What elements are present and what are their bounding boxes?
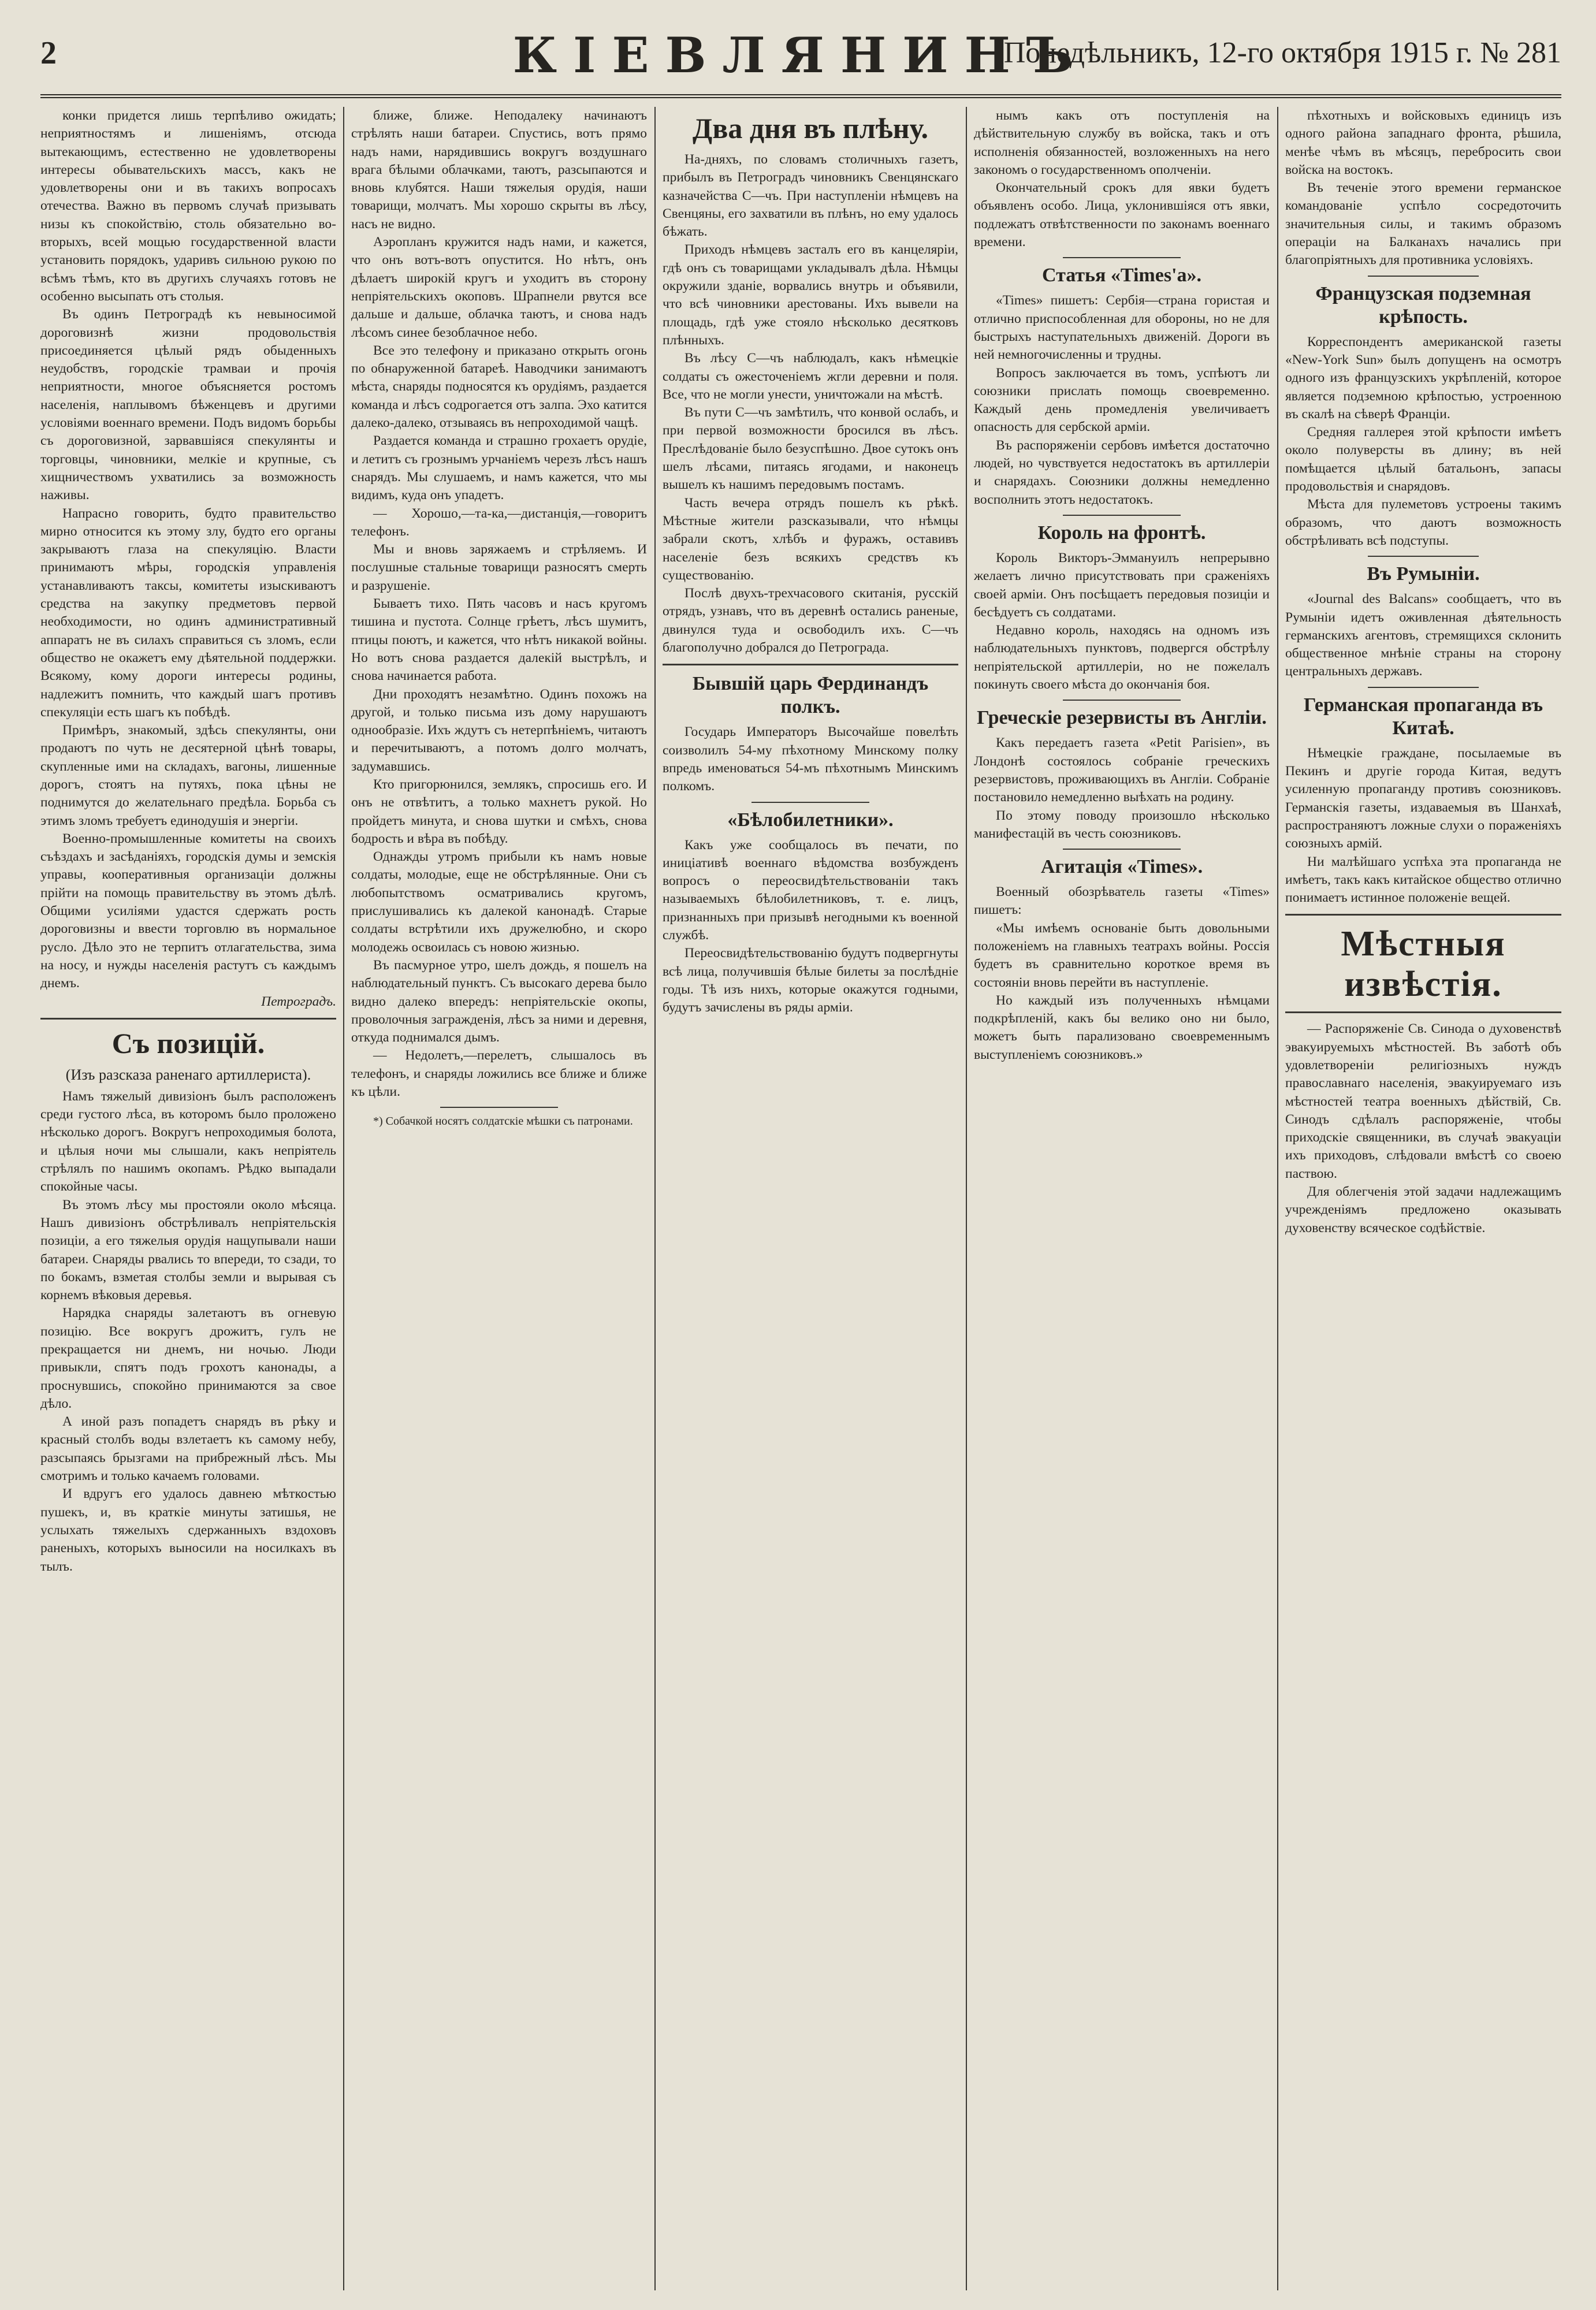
article-title: Бывшій царь Фердинандъ полкъ. bbox=[692, 673, 929, 718]
column-1 bbox=[40, 107, 336, 2290]
article-paragraph: Какъ передаетъ газета «Petit Parisien», въ Лондонѣ состоялось собраніе греческихъ резервистовъ, проживающихъ въ Англіи. Собраніе постановило немедленно выѣхать на родину. bbox=[974, 735, 1270, 805]
divider bbox=[1368, 276, 1478, 277]
lead-paragraph: Военно-промышленные комитеты на своихъ съѣздахъ и засѣданіяхъ, городскія думы и земскія управы, кооперативныя организаціи должны прійти на помощь правительству въ этомъ дѣлѣ. Общими усиліями удастся сдержать рость дороговизны и ввести торговлю въ нормальное русло. Дѣло это не терпитъ отлагательства, зима на носу, и нужды населенія растутъ съ каждымъ днемъ. bbox=[40, 831, 336, 991]
article-paragraph: Бываетъ тихо. Пять часовъ и насъ кругомъ тишина и пустота. Солнце грѣетъ, лѣсъ шумитъ, птицы поютъ, и кажется, что нѣтъ никакой войны. Но вотъ снова раздается далекій выстрѣлъ, и снова начинается работа. bbox=[351, 596, 647, 684]
divider bbox=[1368, 556, 1478, 557]
article-paragraph: И вдругъ его удалось давнею мѣткостью пушекъ, и, въ краткіе минуты затишья, не услыхать тяжелыхъ сдержанныхъ вздоховъ раненыхъ, которыхъ выносили на носилкахъ въ тылъ. bbox=[40, 1486, 336, 1574]
article-paragraph: Аэропланъ кружится надъ нами, и кажется, что онъ вотъ-вотъ опустится. Но нѣтъ, онъ дѣлаетъ широкій кругъ и уходитъ въ сторону непріятельскихъ окоповъ. Шрапнели рвутся все дальше и дальше, облачка таютъ, и снова надъ лѣсомъ синее безоблачное небо. bbox=[351, 235, 647, 340]
column-5 bbox=[1285, 107, 1561, 2290]
article-paragraph: На-дняхъ, по словамъ столичныхъ газетъ, прибылъ въ Петроградъ чиновникъ Свенцянскаго казначейства С—чъ. При наступленіи нѣмцевъ на Свенцяны, его захватили въ плѣнъ, но ему удалось бѣжать. bbox=[663, 152, 958, 240]
article-paragraph: Намъ тяжелый дивизіонъ былъ расположенъ среди густого лѣса, въ которомъ было проложено нѣсколько дорогъ. Вокругъ непроходимыя болота, и цѣлыя ночи мы слышали, какъ непріятель стрѣлялъ по нашимъ окопамъ. Рѣдко выпадали спокойные часы. bbox=[40, 1088, 336, 1195]
lead-paragraph: Окончательный срокъ для явки будетъ объявленъ особо. Лица, уклонившіяся отъ явки, подлежатъ отвѣтственности по законамъ военнаго времени. bbox=[974, 180, 1270, 250]
article-paragraph: Мы и вновь заряжаемъ и стрѣляемъ. И послушные стальные товарищи разносятъ смерть и разрушеніе. bbox=[351, 542, 647, 593]
article-paragraph: Ни малѣйшаго успѣха эта пропаганда не имѣетъ, такъ какъ китайское общество отлично понимаетъ истинное положеніе вещей. bbox=[1285, 854, 1561, 906]
divider bbox=[1368, 687, 1478, 688]
divider bbox=[1063, 515, 1181, 516]
divider bbox=[1285, 914, 1561, 916]
article-title: Два дня въ плѣну. bbox=[692, 112, 929, 144]
column-rule bbox=[654, 107, 656, 2290]
article-title: Съ позицій. bbox=[111, 1026, 265, 1059]
column-2 bbox=[351, 107, 647, 2290]
footnote: *) Собачкой носятъ солдатскіе мѣшки съ патронами. bbox=[373, 1115, 633, 1128]
lead-paragraph: конки придется лишь терпѣливо ожидать; неприятностямъ и лишеніямъ, отсюда вытекающимъ, естественно не удовлетворены интересы обывательскихъ массъ, какъ не удовлетворены они и въ такихъ вопросахъ отечества. Важно въ первомъ случаѣ призывать низы къ спокойствію, столь обязательно во-вторыхъ, всей мощью государственной власти установить порядокъ, ударивъ сильною рукою по всѣмъ тѣмъ, кто въ другихъ случаяхъ готовъ не особенно высыпать отъ столыя. bbox=[40, 108, 336, 304]
article-title: Агитація «Times». bbox=[1040, 856, 1203, 878]
divider bbox=[663, 664, 958, 665]
article-title: Въ Румыніи. bbox=[1367, 563, 1480, 585]
article-paragraph: — Хорошо,—та-ка,—дистанція,—говоритъ телефонъ. bbox=[351, 505, 647, 539]
article-paragraph: Мѣста для пулеметовъ устроены такимъ образомъ, что даютъ возможность обстрѣливать всѣ подступы. bbox=[1285, 497, 1561, 548]
lead-paragraph: Въ теченіе этого времени германское командованіе успѣло сосредоточить значительныя силы, и такимъ образомъ операціи на Балканахъ начались при благопріятныхъ для противника условіяхъ. bbox=[1285, 180, 1561, 268]
article-paragraph: «Мы имѣемъ основаніе быть довольными положеніемъ на главныхъ театрахъ войны. Россія будетъ въ сравнительно короткое время въ состояніи вновь перейти въ наступленіе. bbox=[974, 920, 1270, 990]
article-paragraph: А иной разъ попадетъ снарядъ въ рѣку и красный столбъ воды взлетаетъ къ самому небу, разсыпаясь брызгами на прибрежный лѣсъ. Мы смотримъ и только качаемъ головами. bbox=[40, 1414, 336, 1484]
article-paragraph: ближе, ближе. Неподалеку начинаютъ стрѣлять наши батареи. Спустись, вотъ прямо надъ нами, нарядившись вокругъ воздушнаго врага бѣлыми облачками, таютъ, разсыпаются и вновь клубятся. Наши тяжелыя орудія, наши товарищи, молчатъ. Мы хорошо скрыты въ лѣсу, насъ не видно. bbox=[351, 108, 647, 232]
article-paragraph: Нѣмецкіе граждане, посылаемые въ Пекинъ и другіе города Китая, ведутъ усиленную пропаганду противъ союзниковъ. Германскія газеты, издаваемыя въ Шанхаѣ, распространяютъ ложные слухи о пораженіяхъ союзныхъ армій. bbox=[1285, 745, 1561, 851]
divider bbox=[1063, 257, 1181, 258]
article-paragraph: Раздается команда и страшно грохаетъ орудіе, и летитъ съ грознымъ урчаніемъ черезъ лѣсъ нашъ снарядъ. Мы слушаемъ, и намъ кажется, что мы видимъ, куда онъ упадетъ. bbox=[351, 433, 647, 503]
article-title: Король на фронтѣ. bbox=[1037, 522, 1206, 544]
article-paragraph: Послѣ двухъ-трехчасового скитанія, русскій отрядъ, узнавъ, что въ деревнѣ остались раненые, двинулся туда и освободилъ ихъ. С—чъ благополучно добрался до Петрограда. bbox=[663, 586, 958, 656]
column-rule bbox=[966, 107, 967, 2290]
article-paragraph: Переосвидѣтельствованію будутъ подвергнуты всѣ лица, получившія бѣлые билеты за послѣдніе годы. Тѣ изъ нихъ, которые окажутся годными, будутъ зачислены въ ряды арміи. bbox=[663, 946, 958, 1015]
lead-paragraph: Примѣръ, знакомый, здѣсь спекулянты, они продаютъ по чуть не десятерной цѣнѣ товары, скупленные ими на складахъ, вагоны, лишенные дорогъ, стоятъ на путяхъ, пока цѣны не поднимутся до желательнаго предѣла. Борьба съ этимъ зломъ требуетъ единодушія и энергіи. bbox=[40, 723, 336, 828]
newspaper-title: КІЕВЛЯНИНЪ bbox=[512, 27, 1089, 84]
lead-paragraph: Въ одинъ Петроградѣ къ невыносимой дороговизнѣ жизни продовольствія присоединяется цѣлый рядъ обыденныхъ неудобствъ, городскіе трамваи и прочія неприятности, многое объясняется ростомъ населенія, наплывомъ бѣженцевъ и другими условіями военнаго времени. Подъ видомъ борьбы съ дороговизной, зарвавшіяся спекулянты и торговцы, чиновники, мелкіе и крупные, съ хищничествомъ ухватились за возможность наживы. bbox=[40, 307, 336, 503]
article-paragraph: «Journal des Balcans» сообщаетъ, что въ Румыніи идетъ оживленная дѣятельность германскихъ агентовъ, стремящихся склонить общественное мнѣніе страны на сторону центральныхъ державъ. bbox=[1285, 592, 1561, 679]
column-4 bbox=[974, 107, 1270, 2290]
article-paragraph: Нарядка снаряды залетаютъ въ огневую позицію. Все вокругъ дрожитъ, гулъ не прекращается ни днемъ, ни ночью. Люди привыкли, спятъ подъ грохотъ канонады, а проснувшись, спокойно принимаются за свое дѣло. bbox=[40, 1305, 336, 1411]
article-paragraph: Государь Императоръ Высочайше повелѣть соизволилъ 54-му пѣхотному Минскому полку впредь именоваться 54-мъ пѣхотнымъ Минскимъ полкомъ. bbox=[663, 724, 958, 794]
article-paragraph: Все это телефону и приказано открыть огонь по обнаруженной батареѣ. Наводчики занимаютъ мѣста, снаряды подносятся къ орудіямъ, раздается команда и лѣсъ содрогается отъ залпа. Эхо катится далеко-далеко, отзываясь въ непроходимой чащѣ. bbox=[351, 343, 647, 431]
article-paragraph: Однажды утромъ прибыли къ намъ новые солдаты, молодые, еще не обстрѣлянные. Они съ любопытствомъ осматривались кругомъ, прислушивались къ далекой канонадѣ. Старые солдаты встрѣтили ихъ дружелюбно, и скоро молодежь освоилась съ новою жизнью. bbox=[351, 849, 647, 955]
article-paragraph: — Недолетъ,—перелетъ, слышалось въ телефонъ, и снаряды ложились все ближе и ближе къ цѣли. bbox=[351, 1048, 647, 1100]
article-paragraph: Въ лѣсу С—чъ наблюдалъ, какъ нѣмецкіе солдаты съ ожесточеніемъ жгли деревни и поля. Все, что не могли унести, уничтожали на мѣстѣ. bbox=[663, 351, 958, 402]
article-paragraph: Вопросъ заключается въ томъ, успѣютъ ли союзники прислать помощь своевременно. Каждый день промедленія увеличиваетъ опасность для сербской арміи. bbox=[974, 365, 1270, 435]
article-paragraph: — Распоряженіе Св. Синода о духовенствѣ эвакуируемыхъ мѣстностей. Въ заботѣ объ удовлетвореніи религіозныхъ нуждъ православнаго населенія, эвакуируемаго изъ мѣстностей театра военныхъ дѣйствій, Св. Синодъ сдѣлалъ распоряженіе, чтобы приходскіе священники, въ случаѣ эвакуаціи ихъ приходовъ, слѣдовали вмѣстѣ со своею паствою. bbox=[1285, 1021, 1561, 1181]
divider bbox=[1063, 849, 1181, 850]
column-rule bbox=[1277, 107, 1278, 2290]
article-paragraph: Для облегченія этой задачи надлежащимъ учрежденіямъ предложено оказывать духовенству всяческое содѣйствіе. bbox=[1285, 1184, 1561, 1236]
masthead bbox=[40, 23, 1561, 98]
article-paragraph: Дни проходятъ незамѣтно. Одинъ похожъ на другой, и только письма изъ дому нарушаютъ однообразіе. Ихъ ждутъ съ нетерпѣніемъ, читаютъ и перечитываютъ, а потомъ долго молчатъ, задумавшись. bbox=[351, 686, 647, 774]
article-paragraph: Но каждый изъ полученныхъ нѣмцами подкрѣпленій, какъ бы велико оно ни было, можетъ быть парализовано своевременнымъ выступленіемъ союзниковъ.» bbox=[974, 992, 1270, 1062]
article-paragraph: «Times» пишетъ: Сербія—страна гористая и отлично приспособленная для обороны, но не для быстрыхъ наступательныхъ движеній. Дороги въ ней немногочисленны и трудны. bbox=[974, 293, 1270, 363]
divider bbox=[40, 1018, 336, 1020]
article-paragraph: Король Викторъ-Эммануилъ непрерывно желаетъ лично присутствовать при сраженіяхъ своей арміи. Онъ посѣщаетъ передовыя позиціи и бесѣдуетъ съ солдатами. bbox=[974, 550, 1270, 620]
page-number: 2 bbox=[40, 35, 57, 71]
article-paragraph: Приходъ нѣмцевъ засталъ его въ канцеляріи, гдѣ онъ съ товарищами укладывалъ дѣла. Нѣмцы окружили зданіе, ворвались внутрь и объявили, что всѣ чиновники арестованы. Ихъ вывели на площадь, гдѣ уже стояло нѣсколько десятковъ плѣнныхъ. bbox=[663, 242, 958, 348]
section-title: Мѣстныя извѣстія. bbox=[1341, 924, 1506, 1005]
article-paragraph: Средняя галлерея этой крѣпости имѣетъ около полуверсты въ длину; въ ней помѣщается цѣлый батальонъ, запасы продовольствія и снарядовъ. bbox=[1285, 425, 1561, 494]
article-title: Французская подземная крѣпость. bbox=[1315, 282, 1531, 328]
article-paragraph: Въ пути С—чъ замѣтилъ, что конвой ослабъ, и при первой возможности бросился въ лѣсъ. Преслѣдованіе было безуспѣшно. Двое сутокъ онъ шелъ лѣсами, питаясь ягодами, и наконецъ вышелъ къ нашимъ передовымъ постамъ. bbox=[663, 405, 958, 493]
article-title: Германская пропаганда въ Китаѣ. bbox=[1303, 694, 1543, 739]
divider bbox=[440, 1107, 559, 1108]
article-paragraph: Въ этомъ лѣсу мы простояли около мѣсяца. Нашъ дивизіонъ обстрѣливалъ непріятельскія позиціи, а его тяжелыя орудія нащупывали наши батареи. Снаряды рвались то впереди, то сзади, то по бокамъ, взметая столбы земли и вырывая съ корнемъ вѣковыя деревья. bbox=[40, 1197, 336, 1303]
divider bbox=[1063, 700, 1181, 701]
article-paragraph: Военный обозрѣватель газеты «Times» пишетъ: bbox=[974, 884, 1270, 918]
dateline-signature: Петроградъ. bbox=[261, 994, 336, 1009]
article-paragraph: Корреспондентъ американской газеты «New-York Sun» былъ допущенъ на осмотръ одного изъ французскихъ укрѣпленій, которое является подземною крѣпостью, устроенною въ скалѣ на сѣверѣ Франціи. bbox=[1285, 334, 1561, 422]
article-paragraph: Въ пасмурное утро, шелъ дождь, я пошелъ на наблюдательный пунктъ. Съ высокаго дерева было видно далеко впередъ: непріятельскіе окопы, проволочныя загражденія, лѣсъ за ними и деревня, откуда поднимался дымъ. bbox=[351, 957, 647, 1046]
article-paragraph: По этому поводу произошло нѣсколько манифестацій въ честь союзниковъ. bbox=[974, 808, 1270, 841]
lead-paragraph: Напрасно говорить, будто правительство мирно относится къ этому злу, будто его органы закрываютъ глаза на спекуляцію. Власти принимаютъ мѣры, городскія управленія устанавливаютъ таксы, комитеты изыскиваютъ средства на закупку предметовъ первой необходимости, но одинъ административный аппаратъ не въ силахъ справиться съ зломъ, если общество не окажетъ ему дѣятельной поддержки. Всякому, кому дороги интересы родины, надлежитъ помнить, что каждый шагъ противъ спекуляціи есть шагъ къ побѣдѣ. bbox=[40, 505, 336, 720]
article-subtitle: (Изъ разсказа раненаго артиллериста). bbox=[65, 1066, 311, 1083]
article-paragraph: Часть вечера отрядъ пошелъ къ рѣкѣ. Мѣстные жители разсказывали, что нѣмцы забрали скотъ, хлѣбъ и фуражъ, оставивъ населеніе безъ всякихъ средствъ къ существованію. bbox=[663, 495, 958, 583]
article-paragraph: Недавно король, находясь на одномъ изъ наблюдательныхъ пунктовъ, подвергся обстрѣлу непріятельской артиллеріи, но не пожелалъ покинуть своего мѣста до окончанія боя. bbox=[974, 623, 1270, 693]
lead-paragraph: нымъ какъ отъ поступленія на дѣйствительную службу въ войска, такъ и отъ исполненія обязанностей, возложенныхъ на него закономъ о государственномъ ополченіи. bbox=[974, 108, 1270, 177]
article-title: Греческіе резервисты въ Англіи. bbox=[977, 707, 1267, 729]
divider bbox=[752, 802, 870, 803]
divider bbox=[1285, 1011, 1561, 1013]
column-rule bbox=[343, 107, 344, 2290]
column-3 bbox=[663, 107, 958, 2290]
article-title: Статья «Times'а». bbox=[1041, 265, 1202, 287]
article-paragraph: Какъ уже сообщалось въ печати, по иниціативѣ военнаго вѣдомства возбужденъ вопросъ о переосвидѣтельствованіи такъ называемыхъ бѣлобилетниковъ, т. е. лицъ, признанныхъ при призывѣ негодными къ военной службѣ. bbox=[663, 837, 958, 943]
article-paragraph: Кто пригорюнился, землякъ, спросишь его. И онъ не отвѣтитъ, а только махнетъ рукой. Но пройдетъ минута, и снова шутки и смѣхъ, снова бодрость и вѣра въ побѣду. bbox=[351, 776, 647, 846]
issue-date: Понедѣльникъ, 12-го октября 1915 г. № 281 bbox=[1003, 36, 1561, 69]
article-title: «Бѣлобилетники». bbox=[727, 809, 894, 831]
lead-paragraph: пѣхотныхъ и войсковыхъ единицъ изъ одного района западнаго фронта, рѣшила, менѣе чѣмъ въ мѣсяцъ, перебросить свои войска на востокъ. bbox=[1285, 108, 1561, 177]
article-paragraph: Въ распоряженіи сербовъ имѣется достаточно людей, но чувствуется недостатокъ въ артиллеріи и снарядахъ. Союзники должны немедленно восполнить этотъ недостатокъ. bbox=[974, 437, 1270, 507]
